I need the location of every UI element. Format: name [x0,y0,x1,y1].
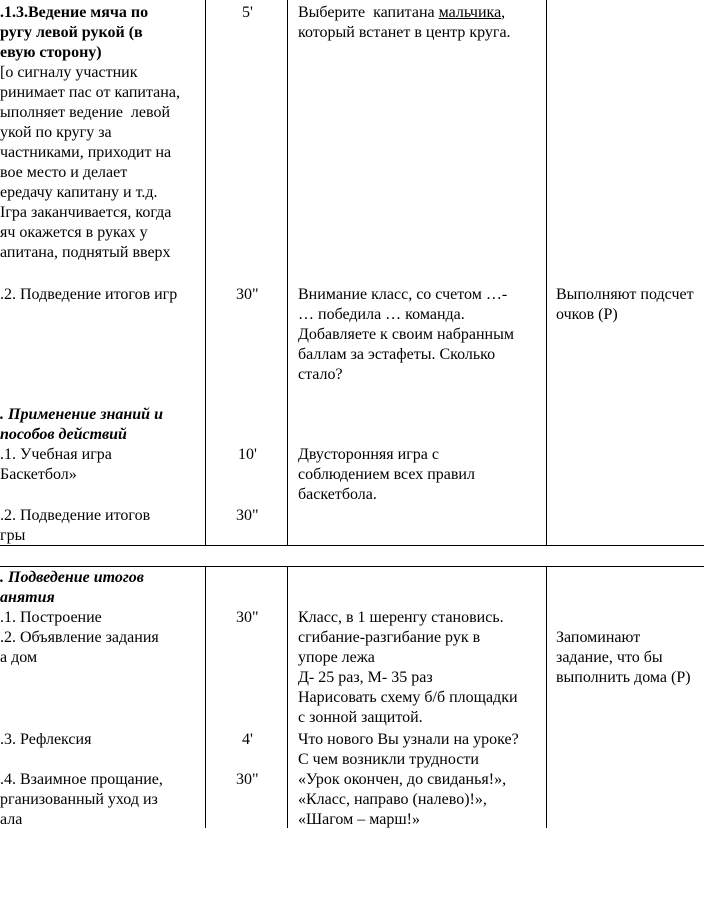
r1-desc-line2: который встанет в центр круга. [298,24,511,41]
r1-desc-line1 [298,3,505,23]
r4-item1: .1. Построение [0,609,102,626]
r4-item2: .2. Объявление задания а дом [0,629,159,666]
r3-item1-desc: Двусторонняя игра с соблюдением всех правил баскетбола. [298,446,475,503]
r1-time: 5' [242,4,253,21]
r1-body: [о сигналу участник ринимает пас от капитана, ыполняет ведение левой укой по кругу за частниками, приходит на вое место и делает ередачу капитану и т.д. Ігра заканчивается, когда яч окажется в руках у апитана, поднятый вверх [0,64,180,261]
r4-item3-desc: Что нового Вы узнали на уроке? С чем возникли трудности [298,731,519,768]
r4-item1-time: 30" [236,609,259,626]
r1-desc-suffix: , [501,4,506,21]
r3-heading: . Применение знаний и пособов действий [0,406,163,443]
column-divider-2b [287,566,288,828]
r4-item2-note: Запоминают задание, что бы выполнить дома (Р) [556,629,691,686]
column-divider-1 [205,0,206,545]
r1-desc-prefix: Выберите капитана [298,4,439,21]
r2-desc: Внимание класс, со счетом …- … победила … команда. Добавляете к своим набранным баллам за эстафеты. Сколько стало? [298,286,514,383]
column-divider-2 [287,0,288,545]
r3-item1: .1. Учебная игра Баскетбол» [0,446,112,483]
r2-label: .2. Подведение итогов игр [0,286,178,303]
column-divider-3b [546,566,547,828]
r4-item3-time: 4' [242,731,253,748]
r1-title: .1.3.Ведение мяча по ругу левой рукой (в евую сторону) [0,4,149,61]
r3-item1-time: 10' [238,446,257,463]
r2-note: Выполняют подсчет очков (Р) [556,286,694,323]
r2-time: 30" [236,286,259,303]
r4-item4-time: 30" [236,771,259,788]
r4-item4-desc: «Урок окончен, до свиданья!», «Класс, направо (налево)!», «Шагом – марш!» [298,771,507,828]
row-divider-bottom-of-section [0,566,704,567]
r3-item2-time: 30" [236,507,259,524]
column-divider-3 [546,0,547,545]
r1-desc-underlined: мальчика [438,4,502,21]
column-divider-1b [205,566,206,828]
r3-item2: .2. Подведение итогов гры [0,507,151,544]
r4-item3: .3. Рефлексия [0,731,92,748]
r4-item2-desc: сгибание-разгибание рук в упоре лежа Д- 25 раз, М- 35 раз Нарисовать схему б/б площадки с зонной защитой. [298,629,518,726]
r4-heading: . Подведение итогов анятия [0,569,144,606]
r4-item1-desc: Класс, в 1 шеренгу становись. [298,609,504,626]
r4-item4: .4. Взаимное прощание, рганизованный уход из ала [0,771,163,828]
